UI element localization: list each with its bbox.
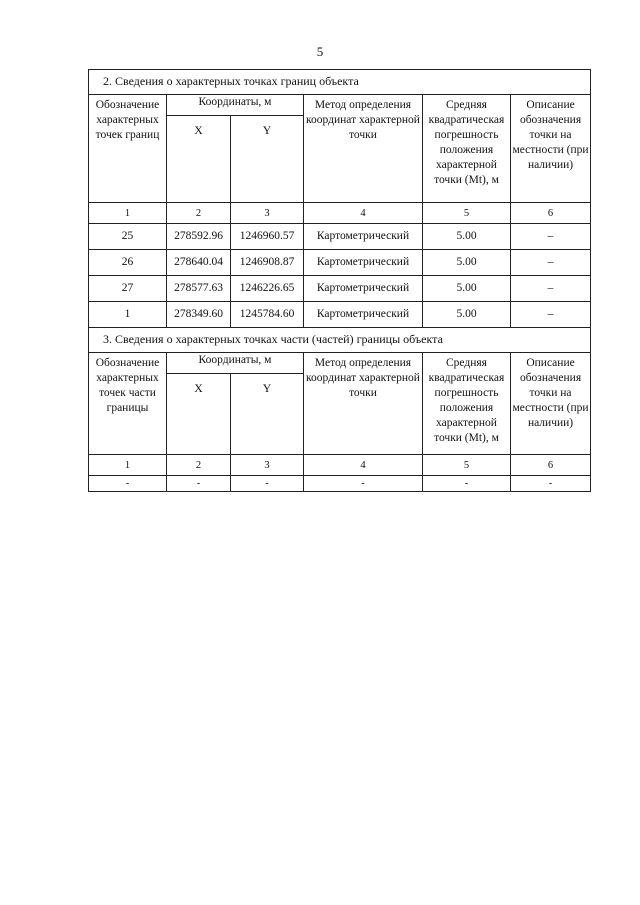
table-row [89,250,591,276]
column-number: 3 [231,455,304,476]
cell-accuracy: 5.00 [423,224,511,250]
cell-point: 26 [89,250,167,276]
header-y: Y [231,374,304,455]
cell-y: 1245784.60 [231,302,304,328]
cell-x: 278640.04 [167,250,231,276]
cell-point: 25 [89,224,167,250]
cell-method: - [304,476,423,492]
section-3-header-row [89,353,591,374]
column-number: 6 [511,203,591,224]
header-accuracy: Средняя квадратическая погрешность положения характерной точки (Mt), м [423,95,511,203]
table-row [89,302,591,328]
header-y: Y [231,116,304,203]
header-description: Описание обозначения точки на местности (при наличии) [511,353,591,455]
header-point-designation: Обозначение характерных точек части границы [89,353,167,455]
table-row [89,276,591,302]
cell-x: - [167,476,231,492]
cell-x: 278349.60 [167,302,231,328]
header-method: Метод определения координат характерной точки [304,353,423,455]
cell-x: 278592.96 [167,224,231,250]
cell-method: Картометрический [304,276,423,302]
cell-description: – [511,224,591,250]
page-number: 5 [316,44,324,59]
section-3-column-numbers [89,455,591,476]
cell-description: - [511,476,591,492]
cell-method: Картометрический [304,302,423,328]
table-row [89,224,591,250]
table-row [89,476,591,492]
cell-y: 1246226.65 [231,276,304,302]
column-number: 1 [89,203,167,224]
column-number: 4 [304,203,423,224]
cell-accuracy: 5.00 [423,250,511,276]
section-2-header-row [89,95,591,116]
section-2-column-numbers [89,203,591,224]
section-2-title-row [89,70,591,95]
cell-accuracy: 5.00 [423,276,511,302]
column-number: 5 [423,455,511,476]
cell-y: 1246908.87 [231,250,304,276]
header-coordinates: Координаты, м [167,95,304,116]
cell-point: 27 [89,276,167,302]
column-number: 2 [167,455,231,476]
column-number: 2 [167,203,231,224]
header-method: Метод определения координат характерной точки [304,95,423,203]
cell-point: 1 [89,302,167,328]
cell-accuracy: - [423,476,511,492]
column-number: 1 [89,455,167,476]
cell-description: – [511,250,591,276]
cell-description: – [511,276,591,302]
cell-point: - [89,476,167,492]
column-number: 6 [511,455,591,476]
cell-method: Картометрический [304,224,423,250]
cell-accuracy: 5.00 [423,302,511,328]
boundary-points-table [88,69,591,492]
header-point-designation: Обозначение характерных точек границ [89,95,167,203]
header-coordinates: Координаты, м [167,353,304,374]
cell-method: Картометрический [304,250,423,276]
cell-x: 278577.63 [167,276,231,302]
header-x: X [167,374,231,455]
header-accuracy: Средняя квадратическая погрешность положения характерной точки (Mt), м [423,353,511,455]
cell-description: – [511,302,591,328]
cell-y: 1246960.57 [231,224,304,250]
column-number: 3 [231,203,304,224]
section-2-title: 2. Сведения о характерных точках границ объекта [89,70,591,95]
cell-y: - [231,476,304,492]
column-number: 5 [423,203,511,224]
section-3-title: 3. Сведения о характерных точках части (частей) границы объекта [89,328,591,353]
column-number: 4 [304,455,423,476]
header-x: X [167,116,231,203]
header-description: Описание обозначения точки на местности (при наличии) [511,95,591,203]
section-3-title-row [89,328,591,353]
